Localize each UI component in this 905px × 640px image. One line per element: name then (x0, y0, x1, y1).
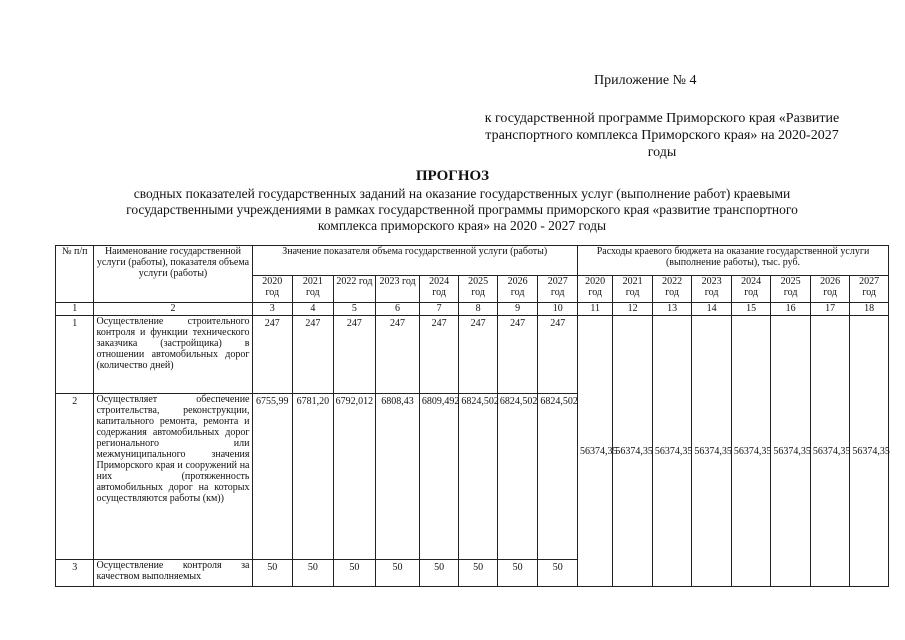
year-header: 2027 год (850, 276, 889, 303)
year-header: 2024 год (731, 276, 771, 303)
row-value: 6809,492 (419, 394, 459, 560)
column-number: 2 (94, 303, 252, 316)
forecast-table (55, 245, 889, 587)
row-value: 247 (419, 316, 459, 394)
expense-value: 56374,35 (613, 316, 653, 587)
table-header-row (56, 246, 889, 276)
expense-value: 56374,35 (731, 316, 771, 587)
year-header: 2021 год (293, 276, 334, 303)
program-line: годы (647, 145, 677, 160)
column-number: 5 (333, 303, 376, 316)
expense-value: 56374,35 (652, 316, 692, 587)
row-value: 50 (538, 560, 578, 587)
expense-value: 56374,35 (578, 316, 613, 587)
year-header: 2023 год (692, 276, 732, 303)
column-number: 15 (731, 303, 771, 316)
year-header: 2026 год (810, 276, 850, 303)
header-expense-group: Расходы краевого бюджета на оказание государственной услуги (выполнение работы), тыс. руб. (578, 246, 889, 276)
column-number: 10 (538, 303, 578, 316)
program-line: к государственной программе Приморского края «Развитие (484, 111, 840, 126)
program-reference (452, 110, 872, 161)
header-name: Наименование государственной услуги (работы), показателя объема услуги (работы) (94, 246, 252, 303)
row-number: 3 (56, 560, 94, 587)
column-number: 3 (252, 303, 293, 316)
column-number: 4 (293, 303, 334, 316)
year-header: 2021 год (613, 276, 653, 303)
row-value: 247 (376, 316, 420, 394)
expense-value: 56374,35 (850, 316, 889, 587)
row-value: 50 (293, 560, 334, 587)
column-number: 16 (771, 303, 811, 316)
year-header: 2020 год (578, 276, 613, 303)
appendix-number: Приложение № 4 (594, 73, 697, 88)
year-header: 2027 год (538, 276, 578, 303)
column-number: 13 (652, 303, 692, 316)
row-value: 6755,99 (252, 394, 293, 560)
row-value: 50 (497, 560, 538, 587)
row-value: 247 (538, 316, 578, 394)
row-number: 1 (56, 316, 94, 394)
row-value: 247 (252, 316, 293, 394)
document-subtitle (72, 186, 852, 234)
column-number: 12 (613, 303, 653, 316)
column-number: 6 (376, 303, 420, 316)
row-value: 247 (459, 316, 497, 394)
subtitle-line: комплекса приморского края» на 2020 - 2027 годы (317, 218, 607, 233)
subtitle-line: сводных показателей государственных заданий на оказание государственных услуг (выполнение работ) краевыми (133, 186, 791, 201)
row-number: 2 (56, 394, 94, 560)
column-number: 1 (56, 303, 94, 316)
expense-value: 56374,35 (810, 316, 850, 587)
row-value: 50 (252, 560, 293, 587)
year-header: 2022 год (333, 276, 376, 303)
row-name: Осуществление строительного контроля и функции технического заказчика (застройщика) в отношении автомобильных дорог (количество дней) (94, 316, 252, 394)
document-title: ПРОГНОЗ (415, 168, 490, 184)
row-value: 50 (459, 560, 497, 587)
column-number: 9 (497, 303, 538, 316)
row-value: 247 (497, 316, 538, 394)
subtitle-line: государственными учреждениями в рамках государственной программы приморского края «развитие транспортного (126, 202, 798, 217)
program-line: транспортного комплекса Приморского края» на 2020-2027 (485, 128, 839, 143)
year-header: 2025 год (771, 276, 811, 303)
row-value: 50 (419, 560, 459, 587)
year-header: 2020 год (252, 276, 293, 303)
column-number: 11 (578, 303, 613, 316)
column-number: 7 (419, 303, 459, 316)
year-header: 2023 год (376, 276, 420, 303)
column-number: 14 (692, 303, 732, 316)
row-value: 6824,502 (538, 394, 578, 560)
expense-value: 56374,35 (692, 316, 732, 587)
header-no: № п/п (56, 246, 94, 303)
year-header: 2022 год (652, 276, 692, 303)
column-number: 17 (810, 303, 850, 316)
column-number: 8 (459, 303, 497, 316)
row-value: 50 (333, 560, 376, 587)
expense-value: 56374,35 (771, 316, 811, 587)
row-value: 6781,20 (293, 394, 334, 560)
row-value: 6808,43 (376, 394, 420, 560)
year-header: 2026 год (497, 276, 538, 303)
row-value: 50 (376, 560, 420, 587)
row-value: 6824,502 (459, 394, 497, 560)
column-number: 18 (850, 303, 889, 316)
year-header: 2025 год (459, 276, 497, 303)
row-value: 6824,502 (497, 394, 538, 560)
year-header: 2024 год (419, 276, 459, 303)
column-number-row (56, 303, 889, 316)
row-name: Осуществление контроля за качеством выполняемых (94, 560, 252, 587)
header-volume-group: Значение показателя объема государственной услуги (работы) (252, 246, 578, 276)
row-value: 6792,012 (333, 394, 376, 560)
row-value: 247 (293, 316, 334, 394)
table-row (56, 316, 889, 394)
row-value: 247 (333, 316, 376, 394)
row-name: Осуществляет обеспечение строительства, реконструкции, капитального ремонта, ремонта и содержания автомобильных дорог регионального или межмуниципального значения Приморского края и сооружений на них (протяженность автомобильных дорог на которых осуществляются работы (км)) (94, 394, 252, 560)
